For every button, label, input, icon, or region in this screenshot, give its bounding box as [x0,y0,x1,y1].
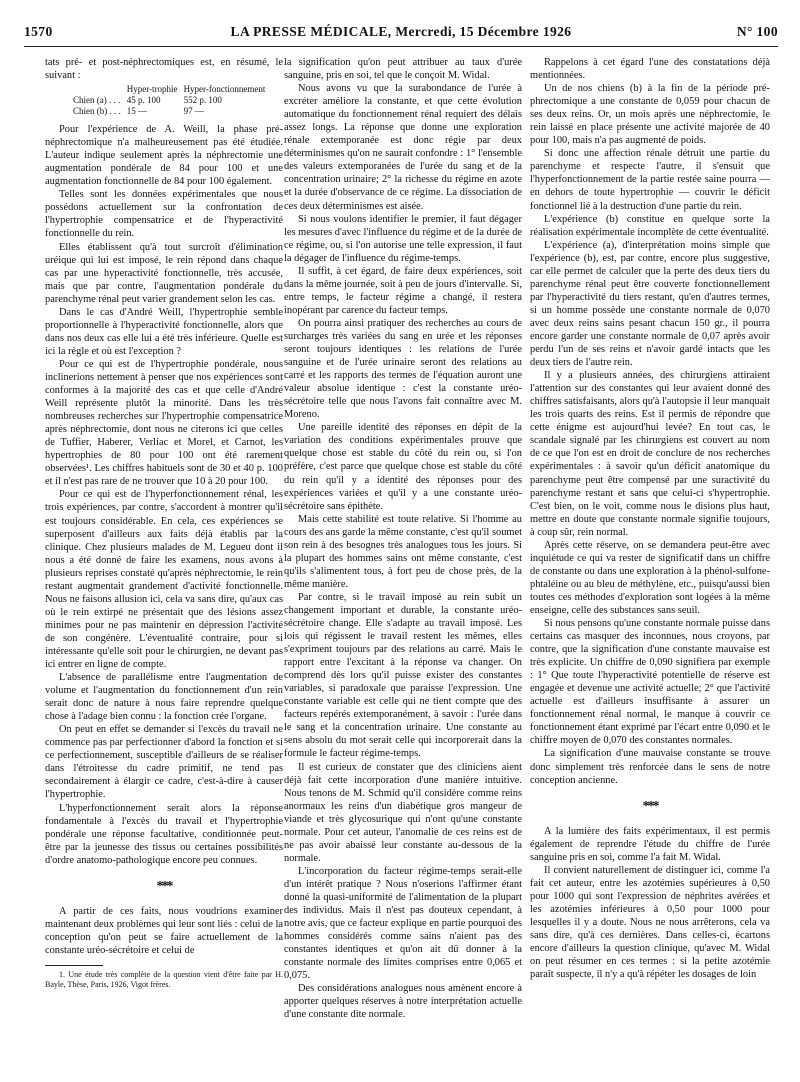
paragraph: Elles établissent qu'à tout surcroît d'élimination uréique qui lui est imposé, le rein répond dans chaque cas par une hyperactivité fonctionnelle, très accusée, mais que par contre, l'augmentation pondérale du parenchyme rénal peut varier grandement selon les cas. [45,241,283,305]
paragraph: Si donc une affection rénale détruit une partie du parenchyme et respecte l'autre, il s'ensuit que l'hyperfonctionnement de la partie restée saine pourra — en dehors de toute hypertrophie — couvrir le déficit fonctionnel lié à la destruction d'une partie du rein. [530,148,770,212]
results-table [73,84,271,117]
section-asterism: *** [156,878,172,894]
table-header-hypertrophie: Hyper-trophie [126,84,178,95]
paragraph: Après cette réserve, on se demandera peut-être avec inquiétude ce qui va rester de significatif dans un chiffre de constante ou dans une exploration à la phénol-sulfone-phtaléine ou au bleu de méthylène, etc., puisqu'aussi bien toutes ces méthodes d'exploration sont logées à la même enseigne, celle des substances sans seuil. [530,539,770,616]
paragraph: A partir de ces faits, nous voudrions examiner maintenant deux problèmes qui leur sont liés : celui de la conception qu'on peut se faire actuellement de la constante uréo-sécrétoire et celui de [45,905,283,956]
footnote-rule [45,965,103,966]
paragraph: L'absence de parallélisme entre l'augmentation de volume et l'augmentation du fonctionnement d'un rein serait donc de nature à nous faire reprendre quelque chose à l'adage bien connu : la fonction crée l'organe. [45,672,283,723]
paragraph: Un de nos chiens (b) à la fin de la période pré-phrectomique a une constante de 0,059 pour chacun de ses deux reins. Or, un mois après une néphrectomie, le rein laissé en place présente une activité majorée de 40 pour 100, mais n'a pas augmenté de poids. [530,83,770,147]
paragraph: tats pré- et post-néphrectomiques est, en résumé, le suivant : [45,57,283,82]
table-cell: Chien (a) . . . [73,95,121,106]
paragraph: Si nous pensons qu'une constante normale puisse dans certains cas masquer des inconnues, nous croyons, par contre, que la signification d'une constante mauvaise est très explicite. Un chiffre de 0,090 signifiera par exemple : 1° Que toute l'hyperactivité potentielle de réserve est engagée et devenue une activité actuelle; 2° que l'activité actuelle est d'ailleurs insuffisante à assurer un fonctionnement rénal normal, le manque à couvrir ce fonctionnement étant exprimé par l'écart entre 0,090 et le chiffre moyen de 0,070 des constantes normales. [530,618,770,747]
section-asterism: *** [642,798,658,814]
header-rule [24,46,778,47]
paragraph: L'incorporation du facteur régime-temps serait-elle d'un intérêt pratique ? Nous n'oserions l'affirmer étant donné la quasi-uniformité de l'alimentation de la plupart des individus. Mais il n'est pas douteux cependant, à notre avis, que ce facteur explique en partie pourquoi des hommes considérés comme sains n'aient pas des constantes identiques et qu'on ait dû donner à la constante normale des limites comprises entre 0,065 et 0,075. [284,865,522,982]
paragraph: L'hyperfonctionnement serait alors la réponse fondamentale à l'excès du travail et l'hypertrophie pondérale une réponse facultative, conditionnée peut-être par la jeunesse des tissus ou certaines possibilités d'ordre anatomo-pathologique encore peu connues. [45,802,283,866]
paragraph: On pourra ainsi pratiquer des recherches au cours de surcharges très variées du sang en urée et les réponses seront toujours identiques : les relations de l'urée sanguine et de l'urée urinaire seront des relations au carré et les rapports des termes de l'équation auront une valeur absolue identique : c'est la constante uréo-sécrétoire telle que nous l'avons fait connaître avec M. Moreno. [284,317,522,421]
column-3 [530,56,770,981]
paragraph: L'expérience (b) constitue en quelque sorte la réalisation expérimentale incomplète de cette éventualité. [530,213,770,238]
table-row [73,106,271,117]
table-header-row [73,84,271,95]
paragraph: L'expérience (a), d'interprétation moins simple que l'expérience (b), est, par contre, encore plus suggestive, car elle permet de calculer que la perte des deux tiers du parenchyme rénal peut être couverte fonctionnellement par l'hyperactivité du tiers restant, qu'en d'autres termes, si un homme possède une constante normale de 0,070 avec deux reins sains pesant chacun 150 gr., il pourra encore garder une constante normale de 0,07 après avoir perdu l'un de ses reins et n'avoir gardé intacts que les deux tiers de l'autre rein. [530,239,770,369]
paragraph: Mais cette stabilité est toute relative. Si l'homme au cours des ans garde la même constante, c'est qu'il soumet son rein à des besognes très analogues tous les jours. Si la plupart des hommes sains ont même constante, c'est qu'ils s'alimentent tous, à fort peu de chose près, de la même manière. [284,513,522,590]
journal-title: LA PRESSE MÉDICALE, Mercredi, 15 Décembre 1926 [230,24,572,39]
page-number: 1570 [24,24,53,39]
paragraph: Une pareille identité des réponses en dépit de la variation des conditions expérimentales prouve que quelque chose est stable du côté du rein ou, si l'on préfère, c'est parce que quelque chose est stable du côté du rein qu'il y a identité des réponses pour des expériences variées et qu'il y a une constante uréo-sécrétoire sans épithète. [284,422,522,512]
paragraph: la signification qu'on peut attribuer au taux d'urée sanguine, pris en soi, tel que le conçoit M. Widal. [284,57,522,82]
paragraph: Pour l'expérience de A. Weill, la phase pré-néphrectomique n'a malheureusement pas été étudiée. L'auteur indique seulement après la néphrectomie une augmentation pondérale de 84 pour 100 et une augmentation fonctionnelle de 84 pour 100 également. [45,124,283,188]
table-cell: 15 — [126,106,147,117]
paragraph: Rappelons à cet égard l'une des constatations déjà mentionnées. [530,57,770,82]
table-cell: 552 p. 100 [183,95,222,106]
paragraph: Par contre, si le travail imposé au rein subit un changement important et durable, la constante uréo-sécrétoire change. Elle s'adapte au travail imposé. Les lois qui régissent le travail restent les mêmes, elles s'expriment toujours par des relations au carré. Mais le rapport entre l'excitant à la réponse va changer. On comprend dès lors qu'il puisse exister des constantes variables, si paradoxale que paraisse l'expression. Une constante variable est celle qui ne tient compte que des facteurs repérés extemporanément, à savoir : l'urée dans le sang et la concentration urinaire. Une constante au sens absolu du mot serait celle qui incorporerait dans la formule le facteur régime-temps. [284,591,522,760]
table-cell: 45 p. 100 [126,95,161,106]
table-header-hyperfonctionnement: Hyper-fonctionnement [183,84,266,95]
paragraph: Si nous voulons identifier le premier, il faut dégager les mesures d'avec l'influence du régime et de la durée de ce régime, ou, si l'on autorise une telle expression, il faut la dégager de l'influence du régime-temps. [284,213,523,264]
paragraph: Il suffit, à cet égard, de faire deux expériences, soit dans la même journée, soit à peu de jours d'intervalle. Si, entre temps, le facteur régime a changé, il restera inopérant par carence du facteur temps. [284,265,522,316]
issue-number: N° 100 [736,24,778,39]
paragraph: Il est curieux de constater que des cliniciens aient déjà fait cette incorporation d'une manière intuitive. Nous tenons de M. Schmid qu'il considère comme reins anormaux les reins d'un diabétique gros mangeur de viande et très glycosurique qui n'ont qu'une constante normale. Pour cet auteur, l'anomalie de ces reins est de ne pas avoir abaissé leur constante au-dessous de la normale. [284,761,522,864]
column-2 [284,56,522,1021]
paragraph: Telles sont les données expérimentales que nous possédons actuellement sur la confrontation de l'hypertrophie compensatrice et de l'hyperactivité fonctionnelle du rein. [45,189,283,240]
paragraph: Il convient naturellement de distinguer ici, comme l'a fait cet auteur, entre les azotémies supérieures à 0,50 pour 1000 qui sont l'expression de néphrites avérées et les azotémies inférieures à 0,50 pour 1000 pour lesquelles il y a doute. Nous ne nous arrêterons, cela va sans dire, qu'à ces dernières. Dans celles-ci, écartons encore d'ailleurs la question clinique, qu'avec M. Widal on peut résumer en ces termes : si la petite azotémie paraît suspecte, il n'y a qu'à répéter les dosages de loin [530,864,770,981]
table-cell: Chien (b) . . . [73,106,121,117]
paragraph: Nous avons vu que la surabondance de l'urée à excréter améliore la constante, et que cette évolution automatique du fonctionnement rénal requiert des délais assez longs. La réponse que donne une exploration rénale extemporanée est donc régie par deux déterminismes qu'on ne saurait confondre : 1° l'ensemble des valeurs extemporanées de l'urée du sang et de la concentration urinaire; 2° la richesse du régime en azote et la durée d'observance de ce régime. La dissociation de ces deux déterminismes est aisée. [284,83,522,212]
footnote: 1. Une étude très complète de la question vient d'être faite par H. Bayle, Thèse, Paris, 1926, Vigot frères. [45,969,283,989]
paragraph: Pour ce qui est de l'hypertrophie pondérale, nous inclinerions nettement à penser que nos expériences sont conformes à la majorité des cas et que celle d'André Weill représente plutôt la minorité. Dans les très nombreuses recherches sur l'hypertrophie compensatrice après néphrectomie, dont nous ne citerons ici que celles de Tuffier, Haberer, Verliac et Morel, et Carnot, les hypertrophies de 80 pour 100 ont été rarement observées¹. Les chiffres habituels sont de 30 et 40 p. 100 et il n'est pas rare de ne trouver que 10 à 20 pour 100. [45,358,283,488]
table-row [73,95,271,106]
paragraph: Pour ce qui est de l'hyperfonctionnement rénal, les trois expériences, par contre, s'accordent à montrer qu'il est toujours considérable. En cela, ces expériences se superposent d'ailleurs aux faits déjà établis par la clinique. Chez plusieurs malades de M. Legueu dont il nous a été donné de faire les examens, nous avons à plusieurs reprises constaté qu'après néphrectomie, le rein restant augmentait grandement d'activité fonctionnelle. Nous ne faisons allusion ici, cela va sans dire, qu'aux cas où le rein extirpé ne présentait que des lésions assez minimes pour ne pas maintenir en dépression l'activité de son congénère. L'éventualité contraire, pour si intéressante qu'elle soit pour le chirurgien, ne devant pas ici entrer en ligne de compte. [45,489,283,671]
paragraph: Il y a plusieurs années, des chirurgiens attiraient l'attention sur des constantes qui leur avaient donné des chiffres satisfaisants, alors qu'à l'autopsie il leur manquait les trois quarts des reins. Est il permis de répondre que cette énigme est aujourd'hui levée? En tout cas, le scandale signalé par les chirurgiens est couvert au nom de ce que l'on est en droit de conclure de nos recherches expérimentales : à savoir qu'un déficit anatomique du parenchyme peut être compensé par une suractivité du parenchyme restant et sans que celui-ci s'hypertrophie. C'est bien, on le voit, comme nous le disions plus haut, mettre en doute que constante normale signifie toujours, à coup sûr, rein normal. [530,370,770,538]
paragraph: Des considérations analogues nous amènent encore à apporter quelques réserves à notre interprétation actuelle d'une constante dite normale. [284,983,522,1021]
page-header [24,24,778,44]
table-cell: 97 — [183,106,204,117]
column-1 [45,56,283,990]
paragraph: On peut en effet se demander si l'excès du travail ne commence pas par perfectionner d'abord la fonction et si ce perfectionnement, susceptible d'ailleurs de se réaliser dans l'étroitesse du cadre primitif, ne tend pas secondairement à élargir ce cadre, c'est-à-dire à causer l'hypertrophie. [45,724,283,801]
paragraph: La signification d'une mauvaise constante se trouve donc simplement très renforcée dans le sens de notre conception ancienne. [530,748,770,786]
paragraph: A la lumière des faits expérimentaux, il est permis également de reprendre l'étude du chiffre de l'urée sanguine pris en soi, comme l'a fait M. Widal. [530,825,770,863]
paragraph: Dans le cas d'André Weill, l'hypertrophie semble proportionnelle à l'hyperactivité fonctionnelle, alors que dans nos deux cas elle lui a été très inférieure. Quelle est ici la règle et où est l'exception ? [45,306,283,357]
